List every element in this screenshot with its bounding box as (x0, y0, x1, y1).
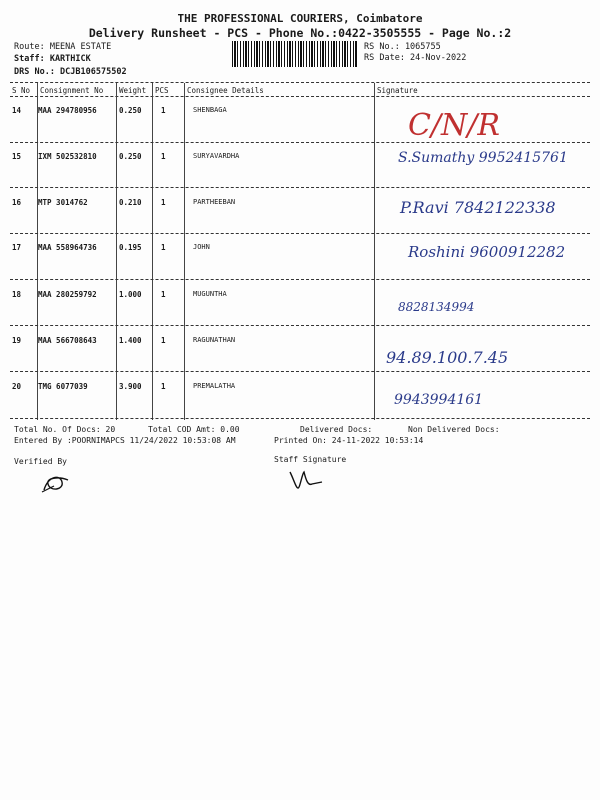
verified-by-label: Verified By (14, 457, 67, 466)
row-consignee: SHENBAGA (193, 106, 227, 114)
row-pcs: 1 (161, 106, 166, 115)
staff-label: Staff: KARTHICK (14, 54, 91, 64)
staff-signature-mark (286, 466, 326, 492)
row-consignment: MAA 566708643 (38, 336, 97, 345)
row-consignee: SURYAVARDHA (193, 152, 240, 160)
row-weight: 0.210 (119, 198, 142, 207)
row-consignment: MTP 3014762 (38, 198, 88, 207)
entered-by: Entered By :POORNIMAPCS 11/24/2022 10:53:08 AM (14, 436, 236, 445)
row-sno: 18 (12, 290, 22, 299)
non-delivered-docs: Non Delivered Docs: (408, 425, 500, 434)
row-consignment: MAA 280259792 (38, 290, 97, 299)
col-signature-header: Signature (377, 86, 418, 95)
total-docs: Total No. Of Docs: 20 (14, 425, 116, 434)
verified-signature-mark (38, 470, 74, 496)
row-consignee: PARTHEEBAN (193, 198, 236, 206)
row-consignee: PREMALATHA (193, 382, 236, 390)
printed-on: Printed On: 24-11-2022 10:53:14 (274, 436, 424, 445)
row-sno: 19 (12, 336, 22, 345)
col-consignment-header: Consignment No (40, 86, 104, 95)
col-consignee-header: Consignee Details (187, 86, 264, 95)
row-signature: 9943994161 (394, 392, 484, 408)
row-pcs: 1 (161, 152, 166, 161)
row-signature: 94.89.100.7.45 (386, 348, 509, 367)
row-consignment: TMG 6077039 (38, 382, 88, 391)
row-signature: Roshini 9600912282 (408, 243, 566, 261)
row-signature: S.Sumathy 9952415761 (398, 150, 568, 166)
row-pcs: 1 (161, 336, 166, 345)
row-consignee: MUGUNTHA (193, 290, 227, 298)
runsheet-subtitle: Delivery Runsheet - PCS - Phone No.:0422-3505555 - Page No.:2 (88, 26, 512, 40)
rs-no-label: RS No.: 1065755 (364, 42, 441, 52)
row-weight: 0.195 (119, 243, 142, 252)
row-weight: 1.400 (119, 336, 142, 345)
row-weight: 0.250 (119, 106, 142, 115)
row-weight: 3.900 (119, 382, 142, 391)
total-cod: Total COD Amt: 0.00 (148, 425, 240, 434)
row-signature: P.Ravi 7842122338 (400, 198, 556, 217)
row-consignee: JOHN (193, 243, 210, 251)
row-pcs: 1 (161, 243, 166, 252)
delivered-docs: Delivered Docs: (300, 425, 373, 434)
drs-label: DRS No.: DCJB106575502 (14, 67, 127, 77)
row-sno: 16 (12, 198, 22, 207)
row-sno: 20 (12, 382, 22, 391)
staff-signature-label: Staff Signature (274, 455, 347, 464)
row-consignment: IXM 502532810 (38, 152, 97, 161)
row-signature: C/N/R (408, 108, 501, 143)
row-consignment: MAA 558964736 (38, 243, 97, 252)
row-weight: 1.000 (119, 290, 142, 299)
company-title: THE PROFESSIONAL COURIERS, Coimbatore (177, 12, 423, 25)
route-label: Route: MEENA ESTATE (14, 42, 112, 52)
row-weight: 0.250 (119, 152, 142, 161)
row-consignee: RAGUNATHAN (193, 336, 236, 344)
row-signature: 8828134994 (398, 300, 475, 314)
row-sno: 17 (12, 243, 22, 252)
col-sno-header: S No (12, 86, 31, 95)
row-consignment: MAA 294780956 (38, 106, 97, 115)
col-pcs-header: PCS (155, 86, 169, 95)
col-weight-header: Weight (119, 86, 147, 95)
barcode (232, 41, 358, 67)
row-pcs: 1 (161, 198, 166, 207)
row-pcs: 1 (161, 382, 166, 391)
row-sno: 14 (12, 106, 22, 115)
rs-date-label: RS Date: 24-Nov-2022 (364, 53, 467, 63)
row-sno: 15 (12, 152, 22, 161)
row-pcs: 1 (161, 290, 166, 299)
